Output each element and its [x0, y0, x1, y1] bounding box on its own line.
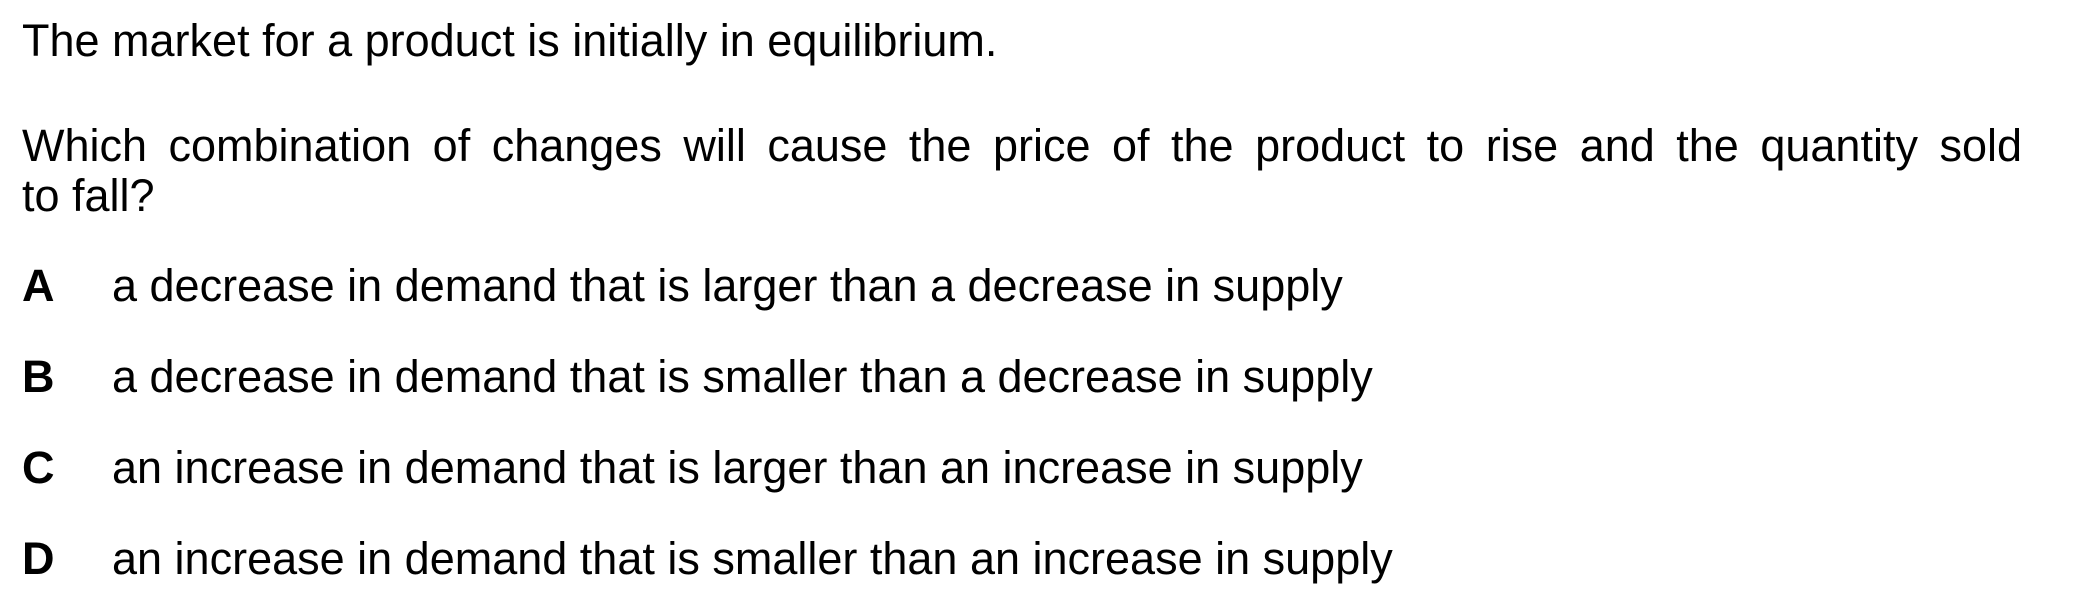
question-stem: [22, 121, 2022, 221]
option-text: an increase in demand that is larger than an increase in supply: [112, 442, 1363, 493]
question-stem-line-2: to fall?: [22, 170, 155, 221]
option-text: a decrease in demand that is larger than a decrease in supply: [112, 260, 1343, 311]
option-c[interactable]: [22, 443, 2022, 493]
option-text: a decrease in demand that is smaller than a decrease in supply: [112, 351, 1373, 402]
question-document: [22, 16, 2022, 584]
option-letter: D: [22, 533, 55, 584]
option-a[interactable]: [22, 261, 2022, 311]
option-text: an increase in demand that is smaller than an increase in supply: [112, 533, 1393, 584]
option-b[interactable]: [22, 352, 2022, 402]
option-letter: A: [22, 260, 55, 311]
option-d[interactable]: [22, 534, 2022, 584]
question-stem-line-1: Which combination of changes will cause the price of the product to rise and the quantity sold: [22, 120, 2022, 171]
option-letter: B: [22, 351, 55, 402]
option-letter: C: [22, 442, 55, 493]
intro-statement: The market for a product is initially in equilibrium.: [22, 15, 998, 66]
answer-options: [22, 261, 2022, 584]
